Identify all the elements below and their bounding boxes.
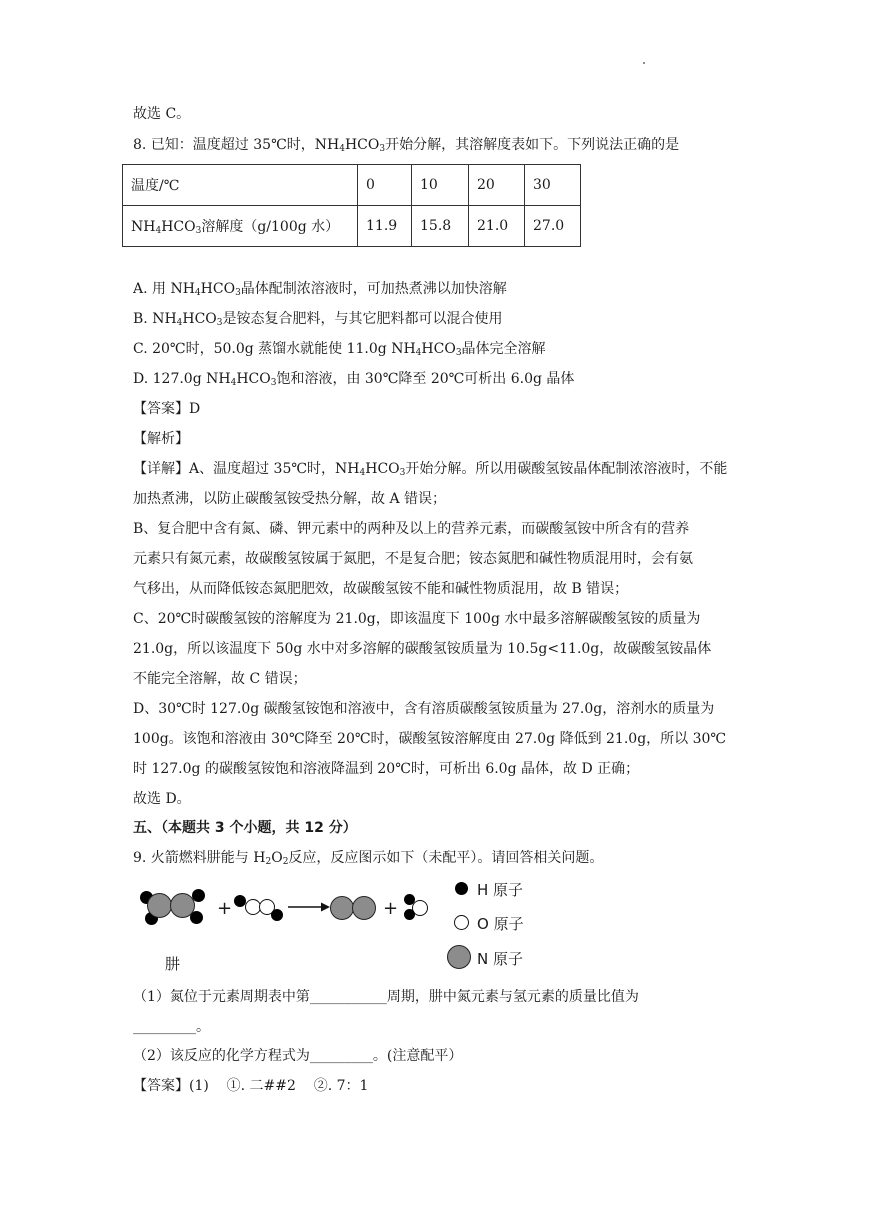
n-atom xyxy=(330,896,354,920)
option-a: A. 用 $NH_4HCO_3$晶体配制浓溶液时，可加热煮沸以加快溶解 xyxy=(133,281,507,298)
detail-line: 时 127.0g 的碳酸氢铵饱和溶液降温到 20℃时，可析出 6.0g 晶体，故 D 正确； xyxy=(133,761,640,777)
question-9-part-1-blank: _________。 xyxy=(133,1019,210,1035)
reactant-label: 肼 xyxy=(165,955,181,973)
h-atom-legend-icon xyxy=(455,882,468,895)
table-header-cell: 0 xyxy=(358,165,412,206)
detail-line: C、20℃时碳酸氢铵的溶解度为 21.0g，即该温度下 100g 水中最多溶解碳酸氢铵的质量为 xyxy=(133,611,701,627)
table-cell: 15.8 xyxy=(412,206,469,247)
question-8-stem: 8. 已知：温度超过 35℃时，$NH_4HCO_3$开始分解，其溶解度表如下。下列说法正确的是 xyxy=(133,137,680,154)
n-atom xyxy=(170,893,195,918)
table-row xyxy=(123,206,581,247)
detail-line: 气移出，从而降低铵态氮肥肥效，故碳酸氢铵不能和碱性物质混用，故 B 错误； xyxy=(133,581,629,597)
question-9-part-1: （1）氮位于元素周期表中第___________周期，肼中氮元素与氢元素的质量比值为 xyxy=(133,989,639,1005)
table-row-label: $NH_4HCO_3$溶解度（g/100g 水） xyxy=(123,206,358,247)
text-line: 故选 C。 xyxy=(133,106,191,122)
question-9-stem: 9. 火箭燃料肼能与 $H_2O_2$反应，反应图示如下（未配平）。请回答相关问题。 xyxy=(133,850,604,867)
table-header-cell: 30 xyxy=(525,165,581,206)
detail-line: B、复合肥中含有氮、磷、钾元素中的两种及以上的营养元素，而碳酸氢铵中所含有的营养 xyxy=(133,521,690,537)
table-cell: 11.9 xyxy=(358,206,412,247)
conclusion-line: 故选 D。 xyxy=(133,791,191,807)
detail-line: 不能完全溶解，故 C 错误； xyxy=(133,671,307,687)
page-dot xyxy=(643,62,645,64)
reaction-arrow-icon xyxy=(288,901,330,913)
detail-line: 加热煮沸，以防止碳酸氢铵受热分解，故 A 错误； xyxy=(133,491,447,507)
question-9-part-2: （2）该反应的化学方程式为_________。(注意配平） xyxy=(133,1048,463,1064)
detail-line: D、30℃时 127.0g 碳酸氢铵饱和溶液中，含有溶质碳酸氢铵质量为 27.0g，溶剂水的质量为 xyxy=(133,701,715,717)
plus-sign: + xyxy=(383,898,399,919)
option-c: C. 20℃时，50.0g 蒸馏水就能使 11.0g $NH_4HCO_3$晶体完全溶解 xyxy=(133,341,546,358)
legend-label-n: N 原子 xyxy=(477,950,523,968)
h-atom xyxy=(271,909,283,921)
plus-sign: + xyxy=(217,898,233,919)
legend-label-o: O 原子 xyxy=(477,915,524,933)
table-header-cell: 温度/℃ xyxy=(123,165,358,206)
table-row xyxy=(123,165,581,206)
h-atom xyxy=(404,909,415,920)
section-heading: 五、（本题共 3 个小题，共 12 分） xyxy=(133,820,357,836)
table-header-cell: 20 xyxy=(469,165,525,206)
detail-line: 100g。该饱和溶液由 30℃降至 20℃时，碳酸氢铵溶解度由 27.0g 降低到 21.0g，所以 30℃ xyxy=(133,731,727,747)
n-atom xyxy=(352,896,376,920)
detail-line: 元素只有氮元素，故碳酸氢铵属于氮肥，不是复合肥；铵态氮肥和碱性物质混用时，会有氨 xyxy=(133,551,693,567)
solubility-table xyxy=(122,164,581,247)
o-atom-legend-icon xyxy=(454,915,469,930)
table-cell: 27.0 xyxy=(525,206,581,247)
n-atom xyxy=(147,893,172,918)
legend-label-h: H 原子 xyxy=(477,881,524,899)
option-b: B. $NH_4HCO_3$是铵态复合肥料，与其它肥料都可以混合使用 xyxy=(133,311,503,328)
answer-9: 【答案】(1) ①. 二##2 ②. 7：1 xyxy=(133,1078,369,1094)
option-d: D. 127.0g $NH_4HCO_3$饱和溶液，由 30℃降至 20℃可析出 6.0g 晶体 xyxy=(133,371,575,388)
table-header-cell: 10 xyxy=(412,165,469,206)
table-cell: 21.0 xyxy=(469,206,525,247)
analysis-heading: 【解析】 xyxy=(133,431,189,447)
detail-line: 21.0g，所以该温度下 50g 水中对多溶解的碳酸氢铵质量为 10.5g<11.0g，故碳酸氢铵晶体 xyxy=(133,641,712,657)
answer-8: 【答案】D xyxy=(133,401,201,417)
detail-line: 【详解】A、温度超过 35℃时，$NH_4HCO_3$开始分解。所以用碳酸氢铵晶体配制浓溶液时，不能 xyxy=(133,461,728,478)
n-atom-legend-icon xyxy=(447,945,471,969)
